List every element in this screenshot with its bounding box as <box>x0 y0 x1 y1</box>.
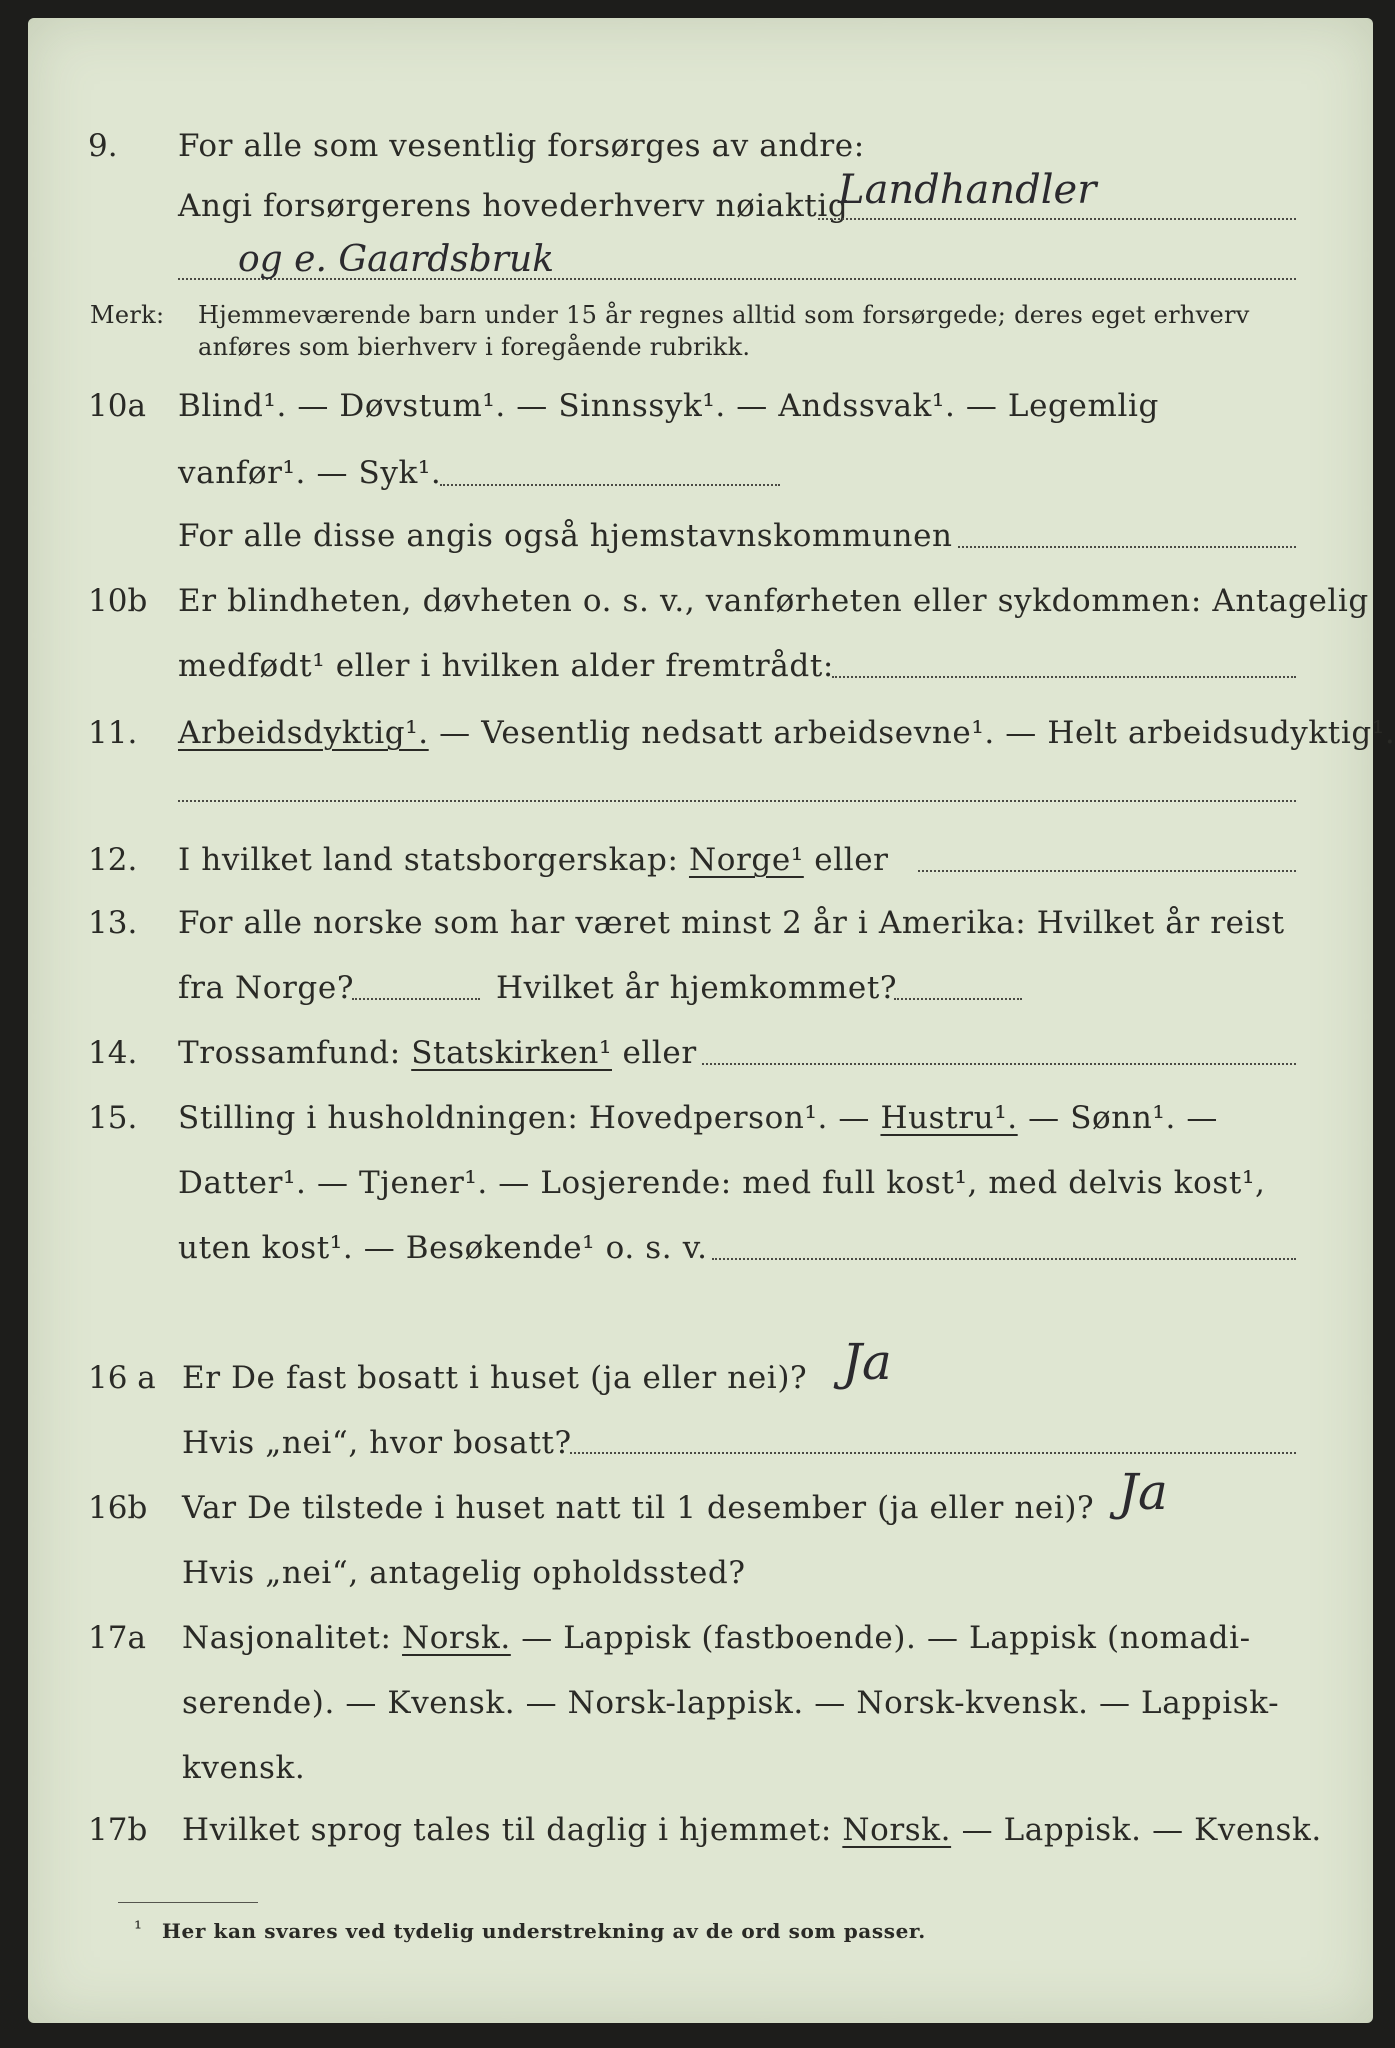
item-14-text <box>178 1035 697 1071</box>
item-17a-line1-end: — Lappisk (fastboende). — Lappisk (nomadi- <box>510 1620 1251 1656</box>
item-11-answer-line <box>178 800 1296 802</box>
item-17a-line3: kvensk. <box>182 1750 306 1786</box>
item-15-selected-option: Hustru¹. <box>880 1100 1018 1136</box>
item-15-answer-line <box>712 1258 1296 1260</box>
item-13-reist-line <box>352 998 480 1000</box>
item-14-prefix: Trossamfund: <box>178 1035 412 1071</box>
item-10b-number: 10b <box>88 583 148 619</box>
item-11-number: 11. <box>88 715 138 751</box>
item-15-number: 15. <box>88 1100 138 1136</box>
item-17a-prefix: Nasjonalitet: <box>182 1620 403 1656</box>
item-10a-line3: For alle disse angis også hjemstavnskommunen <box>178 518 953 554</box>
item-12-selected-option: Norge¹ <box>688 842 804 878</box>
item-12-text <box>178 842 889 878</box>
item-17a-line2: serende). — Kvensk. — Norsk-lappisk. — Norsk-kvensk. — Lappisk- <box>182 1685 1280 1721</box>
item-9-handwritten-answer: Landhandler <box>838 167 1097 213</box>
item-10a-line2: vanfør¹. — Syk¹. <box>178 455 442 491</box>
item-11-options: — Vesentlig nedsatt arbeidsevne¹. — Helt arbeidsudyktig¹. <box>428 715 1395 751</box>
item-14-number: 14. <box>88 1035 138 1071</box>
merk-line1: Hjemmeværende barn under 15 år regnes alltid som forsørgede; deres eget erhverv <box>198 301 1250 329</box>
item-10a-answer-line <box>440 484 780 486</box>
item-9-handwritten-answer-2: og e. Gaardsbruk <box>238 239 555 280</box>
item-9-line1: For alle som vesentlig forsørges av andre: <box>178 128 865 164</box>
item-15-line2: Datter¹. — Tjener¹. — Losjerende: med full kost¹, med delvis kost¹, <box>178 1165 1266 1201</box>
item-16a-line2: Hvis „nei“, hvor bosatt? <box>182 1425 572 1461</box>
item-17b-suffix: — Lappisk. — Kvensk. <box>951 1812 1322 1848</box>
item-13-number: 13. <box>88 905 138 941</box>
item-15-line3: uten kost¹. — Besøkende¹ o. s. v. <box>178 1230 708 1266</box>
item-17a-line1 <box>182 1620 1251 1656</box>
item-17b-text <box>182 1812 1322 1848</box>
item-17b-number: 17b <box>88 1812 148 1848</box>
item-10b-answer-line <box>832 676 1296 678</box>
item-17a-number: 17a <box>88 1620 146 1656</box>
item-15-line1-end: — Sønn¹. — <box>1017 1100 1218 1136</box>
item-11-selected-option: Arbeidsdyktig¹. <box>178 715 429 751</box>
merk-label: Merk: <box>90 301 165 329</box>
footnote-text: Her kan svares ved tydelig understrekning av de ord som passer. <box>162 1919 926 1943</box>
item-16a-number: 16 a <box>88 1360 156 1396</box>
item-14-suffix: eller <box>612 1035 697 1071</box>
item-13-line2a: fra Norge? <box>178 970 355 1006</box>
item-16a-handwritten-answer: Ja <box>842 1333 892 1391</box>
item-17a-selected-option: Norsk. <box>402 1620 511 1656</box>
item-12-prefix: I hvilket land statsborgerskap: <box>178 842 689 878</box>
item-16b-line1: Var De tilstede i huset natt til 1 desember (ja eller nei)? <box>182 1490 1095 1526</box>
item-13-line2b: Hvilket år hjemkommet? <box>496 970 898 1006</box>
item-9-number: 9. <box>88 128 118 164</box>
merk-line2: anføres som bierhverv i foregående rubrikk. <box>198 333 751 361</box>
item-12-suffix: eller <box>803 842 889 878</box>
item-13-line1: For alle norske som har været minst 2 år i Amerika: Hvilket år reist <box>178 905 1285 941</box>
item-10a-hjemstavn-line <box>958 546 1296 548</box>
item-12-answer-line <box>918 870 1296 872</box>
item-14-selected-option: Statskirken¹ <box>411 1035 612 1071</box>
item-9-line2: Angi forsørgerens hovederhverv nøiaktig <box>178 188 849 224</box>
footnote-rule <box>118 1902 258 1903</box>
item-15-line1 <box>178 1100 1218 1136</box>
item-12-number: 12. <box>88 842 138 878</box>
item-14-answer-line <box>702 1063 1296 1065</box>
item-10b-line1: Er blindheten, døvheten o. s. v., vanførheten eller sykdommen: Antagelig <box>178 583 1369 619</box>
item-16b-handwritten-answer: Ja <box>1118 1463 1168 1521</box>
item-16b-number: 16b <box>88 1490 148 1526</box>
item-16a-line1: Er De fast bosatt i huset (ja eller nei)? <box>182 1360 808 1396</box>
item-16b-line2: Hvis „nei“, antagelig opholdssted? <box>182 1555 746 1591</box>
item-15-line1-start: Stilling i husholdningen: Hovedperson¹. — <box>178 1100 881 1136</box>
item-10a-number: 10a <box>88 388 146 424</box>
item-17b-prefix: Hvilket sprog tales til daglig i hjemmet: <box>182 1812 843 1848</box>
item-13-hjemkommet-line <box>894 998 1022 1000</box>
item-10b-line2: medfødt¹ eller i hvilken alder fremtrådt: <box>178 648 834 684</box>
footnote-mark: ¹ <box>134 1916 143 1940</box>
item-17b-selected-option: Norsk. <box>842 1812 952 1848</box>
item-10a-line1: Blind¹. — Døvstum¹. — Sinnssyk¹. — Andssvak¹. — Legemlig <box>178 388 1159 424</box>
item-11-text <box>178 715 1395 751</box>
item-16a-answer-line <box>570 1452 1296 1454</box>
item-9-answer-line <box>818 218 1296 220</box>
